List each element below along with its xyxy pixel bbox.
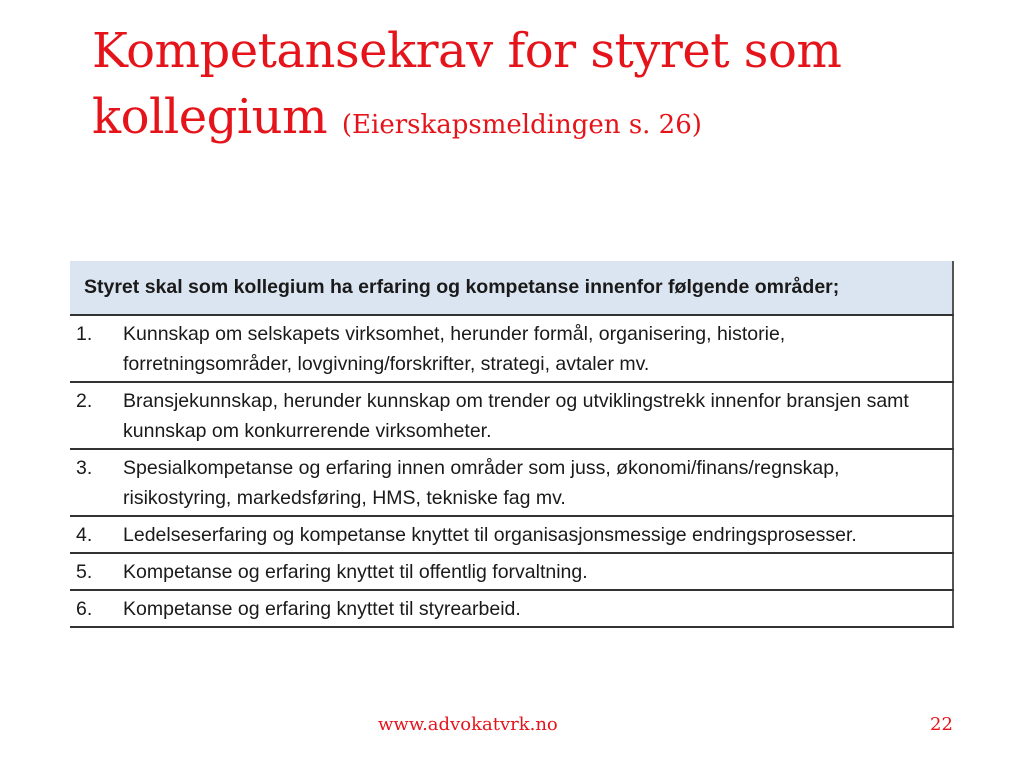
row-number: 5. [70, 553, 123, 590]
title-main-text: kollegium [92, 89, 328, 145]
requirements-table [70, 261, 954, 628]
table-row [70, 590, 953, 627]
row-text: Spesialkompetanse og erfaring innen områder som juss, økonomi/finans/regnskap, risikostyring, markedsføring, HMS, tekniske fag mv. [123, 449, 953, 516]
row-text: Kunnskap om selskapets virksomhet, herunder formål, organisering, historie, forretningsområder, lovgivning/forskrifter, strategi, avtaler mv. [123, 315, 953, 382]
row-text: Ledelseserfaring og kompetanse knyttet til organisasjonsmessige endringsprosesser. [123, 516, 953, 553]
row-number: 4. [70, 516, 123, 553]
title-line-1: Kompetansekrav for styret som [92, 23, 842, 79]
table-row [70, 553, 953, 590]
row-number: 3. [70, 449, 123, 516]
row-number: 6. [70, 590, 123, 627]
requirements-table-container [70, 261, 954, 628]
title-source-reference: (Eierskapsmeldingen s. 26) [341, 110, 702, 140]
row-number: 1. [70, 315, 123, 382]
table-row [70, 449, 953, 516]
slide-title [92, 18, 992, 158]
row-text: Kompetanse og erfaring knyttet til offentlig forvaltning. [123, 553, 953, 590]
table-header-row [70, 261, 953, 315]
table-header: Styret skal som kollegium ha erfaring og kompetanse innenfor følgende områder; [70, 261, 953, 315]
table-row [70, 315, 953, 382]
title-line-2 [92, 84, 992, 158]
footer-website-link[interactable]: www.advokatvrk.no [378, 714, 558, 735]
table-row [70, 516, 953, 553]
page-number: 22 [930, 714, 953, 735]
table-row [70, 382, 953, 449]
row-number: 2. [70, 382, 123, 449]
row-text: Kompetanse og erfaring knyttet til styrearbeid. [123, 590, 953, 627]
row-text: Bransjekunnskap, herunder kunnskap om trender og utviklingstrekk innenfor bransjen samt kunnskap om konkurrerende virksomheter. [123, 382, 953, 449]
